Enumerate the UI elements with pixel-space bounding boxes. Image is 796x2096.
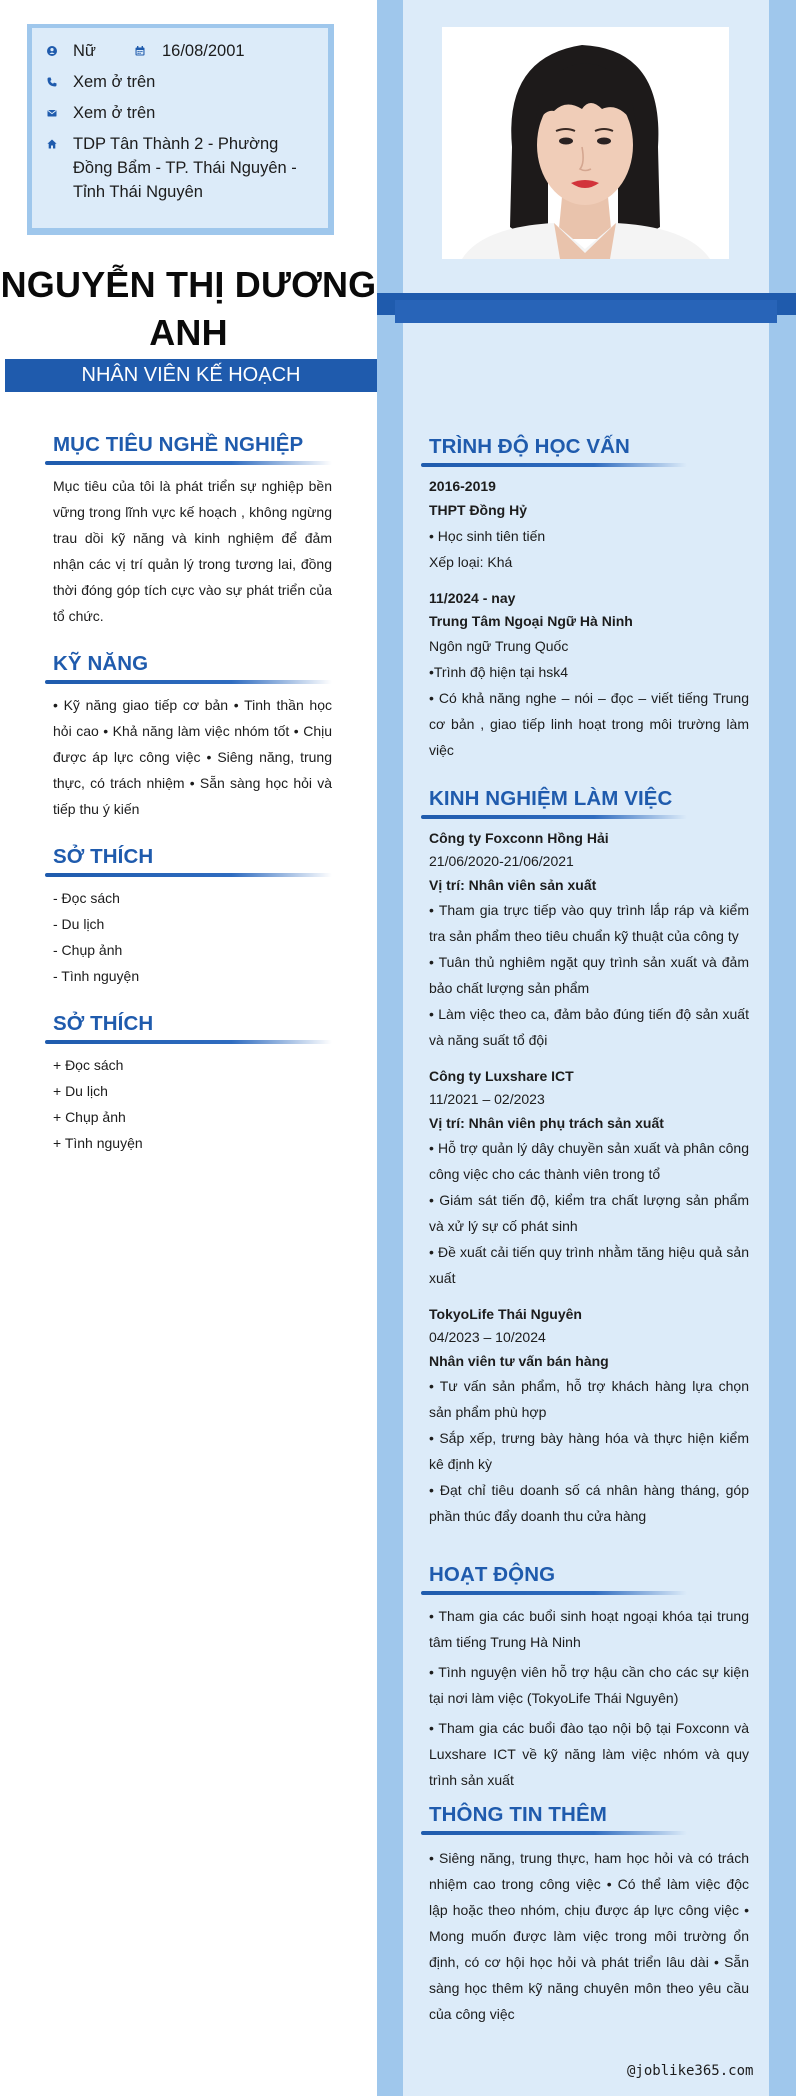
section-additional-info xyxy=(429,1801,749,2027)
list-item: Ngôn ngữ Trung Quốc xyxy=(429,638,569,654)
list-item: • Giám sát tiến độ, kiểm tra chất lượng sản phẩm và xử lý sự cố phát sinh xyxy=(429,1192,749,1234)
candidate-name-line2: ANH xyxy=(149,312,228,353)
section-activities xyxy=(429,1561,749,1793)
dob-value: 16/08/2001 xyxy=(161,42,245,60)
section-hobbies-2 xyxy=(53,1010,332,1156)
contact-row-address xyxy=(44,132,316,204)
contact-row-email xyxy=(44,101,316,125)
list-item: - Tình nguyện xyxy=(53,968,140,984)
list-item: • Tham gia trực tiếp vào quy trình lắp ráp và kiểm tra sản phẩm theo tiêu chuẩn kỹ thuật của công ty xyxy=(429,902,749,944)
list-item: • Tư vấn sản phẩm, hỗ trợ khách hàng lựa chọn sản phẩm phù hợp xyxy=(429,1378,749,1420)
list-item: • Tham gia các buổi đào tạo nội bộ tại Foxconn và Luxshare ICT về kỹ năng làm việc nhóm và quy trình sản xuất xyxy=(429,1720,749,1788)
education-title: TRÌNH ĐỘ HỌC VẤN xyxy=(429,435,630,458)
objective-text: Mục tiêu của tôi là phát triển sự nghiệp bền vững trong lĩnh vực kế hoạch , không ngừng trau dồi kỹ năng và kinh nghiệm để đảm nhận các vị trí quản lý trong tương lai, đồng thời đóng góp tích cực vào sự phát triển của tổ chức. xyxy=(53,478,332,624)
experience-company: Công ty Luxshare ICT xyxy=(429,1068,574,1084)
skills-title: KỸ NĂNG xyxy=(53,652,149,675)
list-item: + Chụp ảnh xyxy=(53,1109,126,1125)
list-item: • Làm việc theo ca, đảm bảo đúng tiến độ sản xuất và năng suất tổ đội xyxy=(429,1006,749,1048)
experience-position: Nhân viên tư vấn bán hàng xyxy=(429,1353,609,1369)
experience-position: Vị trí: Nhân viên sản xuất xyxy=(429,877,597,893)
list-item: • Tình nguyện viên hỗ trợ hậu cần cho các sự kiện tại nơi làm việc (TokyoLife Thái Nguyên) xyxy=(429,1664,749,1706)
activities-title: HOẠT ĐỘNG xyxy=(429,1563,556,1586)
section-objective xyxy=(53,431,332,629)
education-period: 11/2024 - nay xyxy=(429,590,516,606)
list-item: • Sắp xếp, trưng bày hàng hóa và thực hiện kiểm kê định kỳ xyxy=(429,1430,749,1472)
list-item: • Hỗ trợ quản lý dây chuyền sản xuất và phân công công việc cho các thành viên trong tổ xyxy=(429,1140,749,1182)
education-school: Trung Tâm Ngoại Ngữ Hà Ninh xyxy=(429,613,633,629)
list-item: + Du lịch xyxy=(53,1083,108,1099)
hobbies2-title: SỞ THÍCH xyxy=(53,1012,154,1035)
education-school: THPT Đồng Hỷ xyxy=(429,502,527,518)
person-icon xyxy=(44,39,59,63)
list-item: • Tuân thủ nghiêm ngặt quy trình sản xuất và đảm bảo chất lượng sản phẩm xyxy=(429,954,749,996)
gender-value: Nữ xyxy=(73,42,96,60)
contact-row-phone xyxy=(44,70,316,94)
list-item: - Đọc sách xyxy=(53,890,120,906)
experience-title: KINH NGHIỆM LÀM VIỆC xyxy=(429,787,673,810)
contact-row-gender-dob xyxy=(44,39,316,63)
list-item: - Chụp ảnh xyxy=(53,942,123,958)
calendar-icon xyxy=(133,39,148,63)
hobbies1-title: SỞ THÍCH xyxy=(53,845,154,868)
email-value: Xem ở trên xyxy=(73,104,156,122)
experience-period: 11/2021 – 02/2023 xyxy=(429,1091,545,1107)
section-education xyxy=(429,433,749,763)
list-item: •Trình độ hiện tại hsk4 xyxy=(429,664,569,680)
home-icon xyxy=(44,132,59,156)
candidate-name xyxy=(0,261,377,357)
section-skills xyxy=(53,650,332,822)
candidate-name-line1: NGUYỄN THỊ DƯƠNG xyxy=(0,264,377,305)
list-item: - Du lịch xyxy=(53,916,105,932)
additional-text: • Siêng năng, trung thực, ham học hỏi và có trách nhiệm cao trong công việc • Có thể làm việc độc lập hoặc theo nhóm, chịu được áp lực công việc • Mong muốn được làm việc trong môi trường ổn định, có cơ hội học hỏi và phát triển lâu dài • Sẵn sàng học thêm kỹ năng chuyên môn theo yêu cầu của công việc xyxy=(429,1850,749,2022)
experience-position: Vị trí: Nhân viên phụ trách sản xuất xyxy=(429,1115,664,1131)
list-item: Xếp loại: Khá xyxy=(429,554,513,570)
list-item: • Tham gia các buổi sinh hoạt ngoại khóa tại trung tâm tiếng Trung Hà Ninh xyxy=(429,1608,749,1650)
section-experience xyxy=(429,785,749,1529)
list-item: • Đạt chỉ tiêu doanh số cá nhân hàng tháng, góp phần thúc đẩy doanh thu cửa hàng xyxy=(429,1482,749,1524)
education-period: 2016-2019 xyxy=(429,478,496,494)
experience-company: TokyoLife Thái Nguyên xyxy=(429,1306,582,1322)
footer-watermark: @joblike365.com xyxy=(627,2063,754,2079)
phone-value: Xem ở trên xyxy=(73,73,156,91)
skills-text: • Kỹ năng giao tiếp cơ bản • Tinh thần học hỏi cao • Khả năng làm việc nhóm tốt • Chịu được áp lực công việc • Siêng năng, trung thực, có trách nhiệm • Sẵn sàng học hỏi và tiếp thu ý kiến xyxy=(53,697,332,817)
additional-title: THÔNG TIN THÊM xyxy=(429,1803,607,1826)
photo-accent-band-inner xyxy=(395,300,777,323)
list-item: • Có khả năng nghe – nói – đọc – viết tiếng Trung cơ bản , giao tiếp linh hoạt trong môi trường làm việc xyxy=(429,690,749,758)
list-item: • Đề xuất cải tiến quy trình nhằm tăng hiệu quả sản xuất xyxy=(429,1244,749,1286)
address-value: TDP Tân Thành 2 - Phường Đồng Bẩm - TP. Thái Nguyên - Tỉnh Thái Nguyên xyxy=(73,135,297,201)
contact-box xyxy=(32,28,328,228)
experience-period: 21/06/2020-21/06/2021 xyxy=(429,853,574,869)
list-item: + Đọc sách xyxy=(53,1057,124,1073)
section-hobbies-1 xyxy=(53,843,332,989)
profile-photo xyxy=(442,27,729,259)
objective-title: MỤC TIÊU NGHỀ NGHIỆP xyxy=(53,433,304,456)
experience-company: Công ty Foxconn Hồng Hải xyxy=(429,830,609,846)
list-item: • Học sinh tiên tiến xyxy=(429,528,546,544)
phone-icon xyxy=(44,70,59,94)
list-item: + Tình nguyện xyxy=(53,1135,143,1151)
experience-period: 04/2023 – 10/2024 xyxy=(429,1329,546,1345)
envelope-icon xyxy=(44,101,59,125)
job-title-bar: NHÂN VIÊN KẾ HOẠCH xyxy=(5,359,377,392)
